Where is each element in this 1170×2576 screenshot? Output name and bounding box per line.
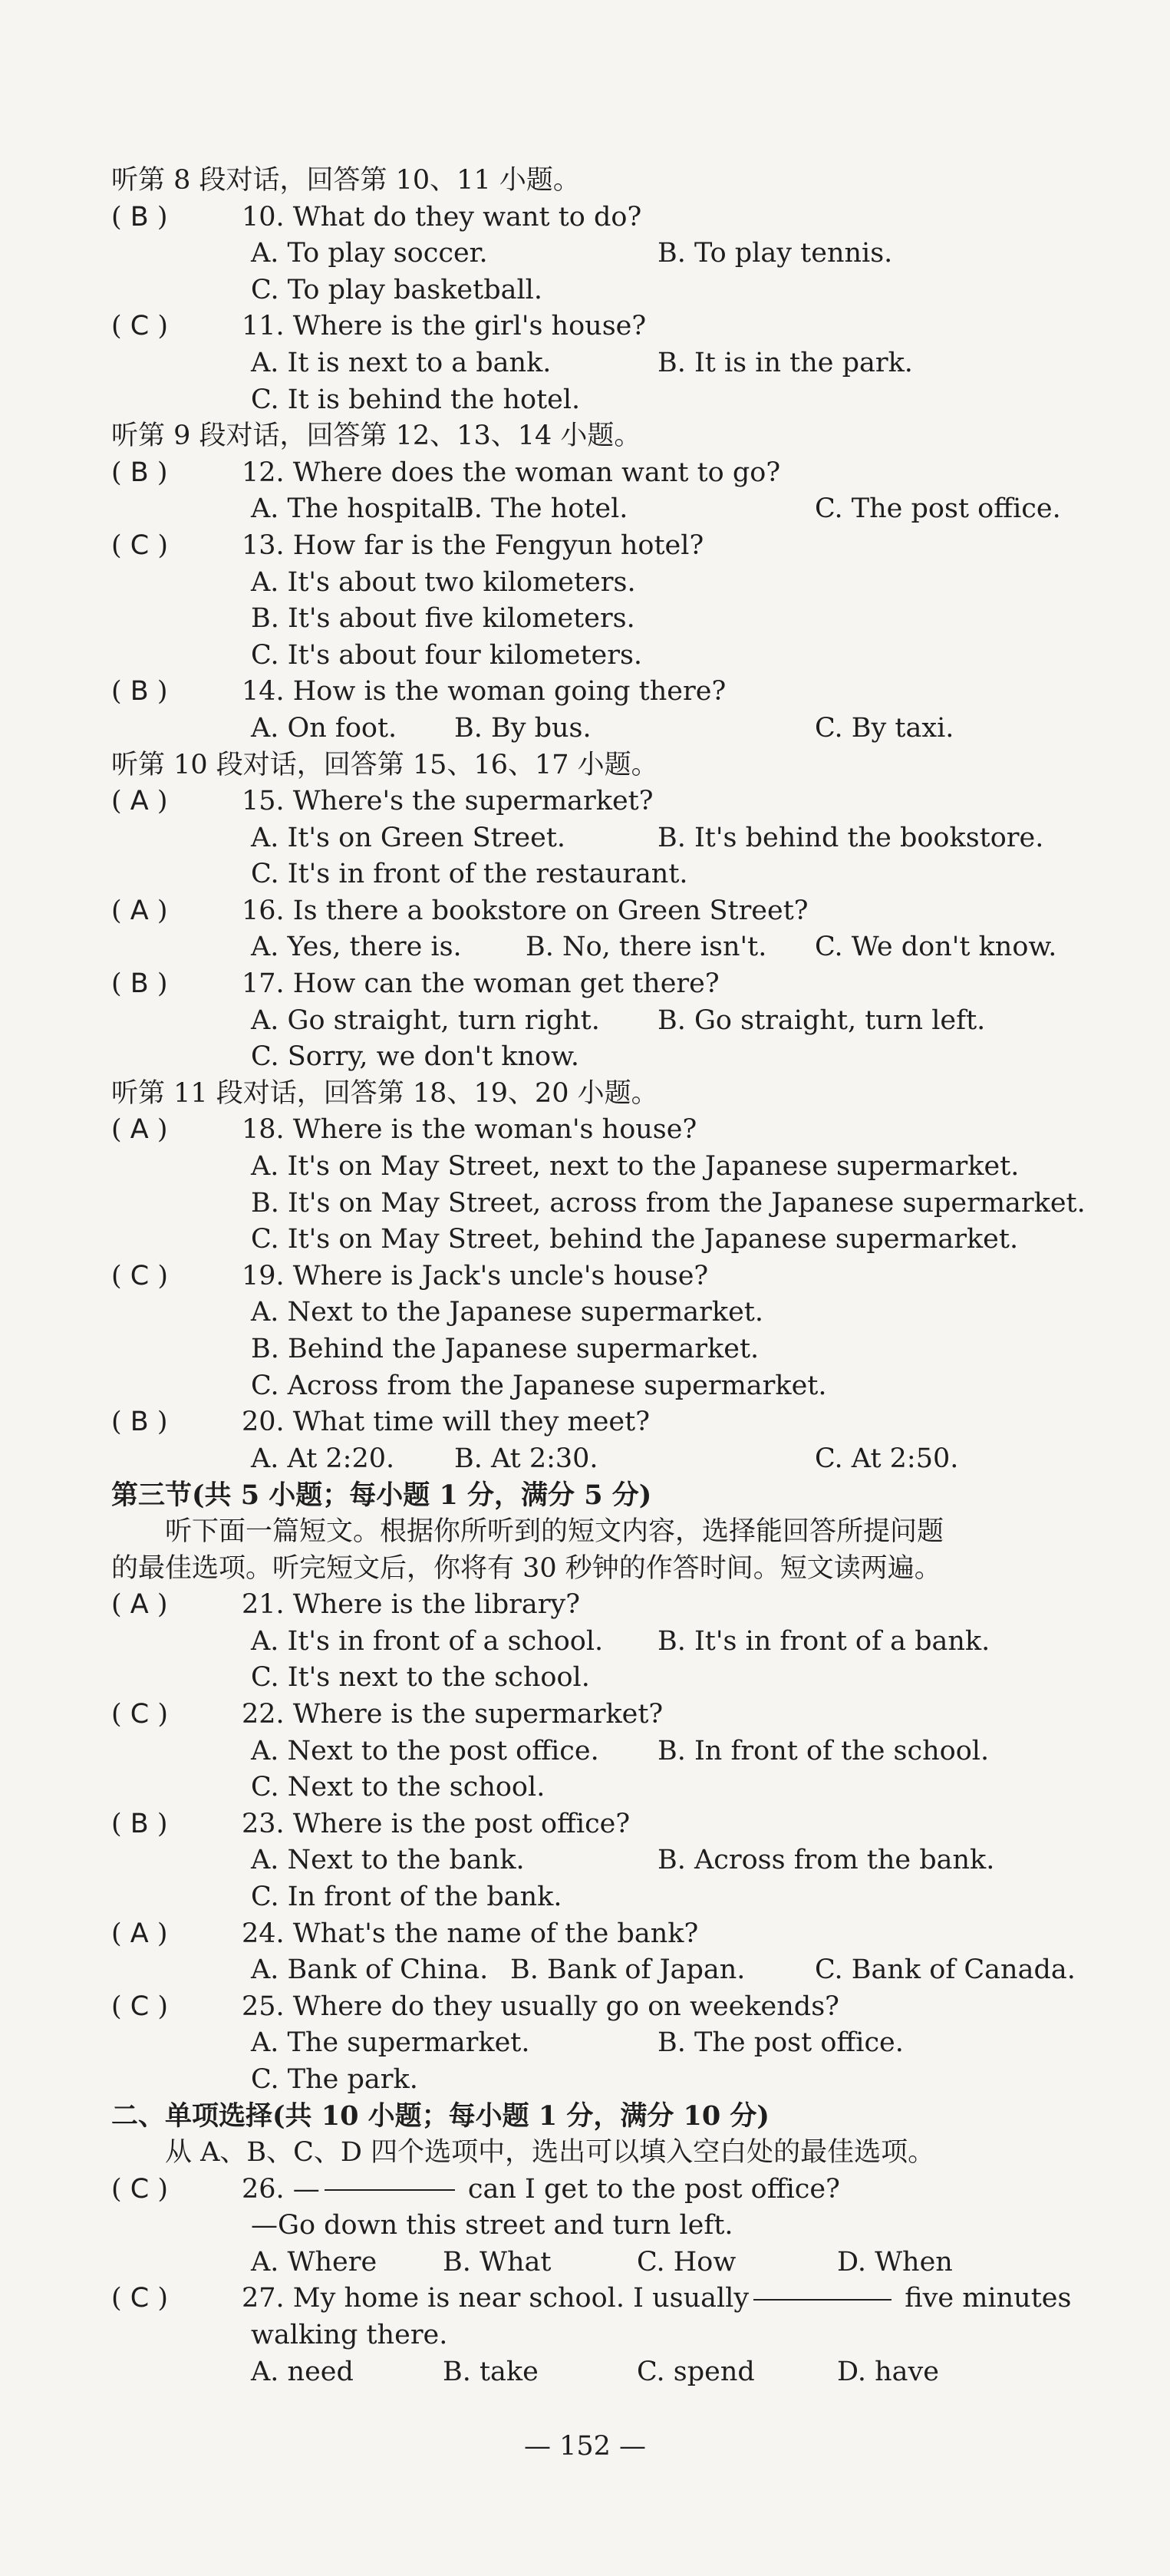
options-row: A. need B. take C. spend D. have — [251, 2356, 939, 2387]
question-19: ( C ) 19. Where is Jack's uncle's house? — [111, 1260, 709, 1291]
options-row: A. Yes, there is. B. No, there isn't. C. We don't know. — [251, 932, 1057, 963]
question-10: ( B ) 10. What do they want to do? — [111, 201, 642, 233]
options-row: C. In front of the bank. — [251, 1881, 562, 1912]
options-row: A. Go straight, turn right. B. Go straight, turn left. — [251, 1004, 986, 1036]
options-row: C. Across from the Japanese supermarket. — [251, 1370, 827, 1401]
document-content — [111, 163, 1101, 2390]
part-heading: 二、单项选择(共 10 小题；每小题 1 分，满分 10 分) — [111, 2100, 770, 2132]
question-22: ( C ) 22. Where is the supermarket? — [111, 1698, 664, 1730]
options-row: A. It's about two kilometers. — [251, 566, 636, 598]
question-13: ( C ) 13. How far is the Fengyun hotel? — [111, 529, 704, 561]
instructions: 的最佳选项。听完短文后，你将有 30 秒钟的作答时间。短文读两遍。 — [111, 1552, 941, 1584]
question-23: ( B ) 23. Where is the post office? — [111, 1808, 631, 1839]
question-14: ( B ) 14. How is the woman going there? — [111, 676, 727, 707]
question-24: ( A ) 24. What's the name of the bank? — [111, 1918, 699, 1949]
question-continuation: walking there. — [251, 2320, 448, 2351]
options-row: A. On foot. B. By bus. C. By taxi. — [251, 712, 954, 744]
options-row: A. Where B. What C. How D. When — [251, 2246, 953, 2278]
question-20: ( B ) 20. What time will they meet? — [111, 1407, 650, 1438]
answer-blank — [325, 2189, 455, 2191]
section-heading: 听第 10 段对话，回答第 15、16、17 小题。 — [111, 749, 658, 780]
options-row: A. It's on Green Street. B. It's behind the bookstore. — [251, 822, 1044, 853]
question-16: ( A ) 16. Is there a bookstore on Green Street? — [111, 895, 809, 926]
options-row: A. It's in front of a school. B. It's in front of a bank. — [251, 1625, 990, 1657]
options-row: A. Next to the post office. B. In front of the school. — [251, 1735, 990, 1766]
options-row: C. Sorry, we don't know. — [251, 1041, 580, 1073]
part-heading: 第三节(共 5 小题；每小题 1 分，满分 5 分) — [111, 1479, 652, 1512]
options-row: A. The hospital. B. The hotel. C. The post office. — [251, 493, 1061, 525]
question-12: ( B ) 12. Where does the woman want to go? — [111, 457, 781, 488]
page-number: — 152 — — [523, 2431, 647, 2462]
options-row: A. It is next to a bank. B. It is in the park. — [251, 347, 913, 378]
options-row: A. At 2:20. B. At 2:30. C. At 2:50. — [251, 1443, 959, 1474]
options-row: B. Behind the Japanese supermarket. — [251, 1334, 760, 1364]
question-21: ( A ) 21. Where is the library? — [111, 1589, 580, 1621]
options-row: C. It is behind the hotel. — [251, 384, 581, 415]
section-heading: 听第 9 段对话，回答第 12、13、14 小题。 — [111, 421, 641, 452]
options-row: A. The supermarket. B. The post office. — [251, 2027, 904, 2059]
question-26: ( C ) 26. — can I get to the post office? — [111, 2173, 840, 2205]
options-row: A. To play soccer. B. To play tennis. — [251, 238, 893, 269]
question-15: ( A ) 15. Where's the supermarket? — [111, 786, 654, 817]
dialogue-line: —Go down this street and turn left. — [251, 2210, 733, 2241]
options-row: C. The park. — [251, 2063, 418, 2095]
instructions: 听下面一篇短文。根据你所听到的短文内容，选择能回答所提问题 — [165, 1516, 944, 1547]
section-heading: 听第 8 段对话，回答第 10、11 小题。 — [111, 165, 580, 196]
section-heading: 听第 11 段对话，回答第 18、19、20 小题。 — [111, 1077, 658, 1109]
answer-blank — [753, 2299, 892, 2301]
options-row: C. It's about four kilometers. — [251, 639, 643, 671]
options-row: C. Next to the school. — [251, 1772, 545, 1803]
instructions: 从 A、B、C、D 四个选项中，选出可以填入空白处的最佳选项。 — [165, 2137, 935, 2169]
options-row: A. It's on May Street, next to the Japanese supermarket. — [251, 1151, 1020, 1182]
question-11: ( C ) 11. Where is the girl's house? — [111, 311, 647, 342]
options-row: B. It's on May Street, across from the Japanese supermarket. — [251, 1187, 1086, 1219]
options-row: A. Next to the Japanese supermarket. — [251, 1297, 763, 1328]
options-row: C. It's on May Street, behind the Japanese supermarket. — [251, 1224, 1019, 1255]
options-row: A. Next to the bank. B. Across from the bank. — [251, 1845, 995, 1876]
options-row: B. It's about five kilometers. — [251, 603, 635, 635]
question-25: ( C ) 25. Where do they usually go on weekends? — [111, 1991, 839, 2022]
question-27: ( C ) 27. My home is near school. I usually five minutes — [111, 2283, 1072, 2314]
question-18: ( A ) 18. Where is the woman's house? — [111, 1114, 697, 1146]
options-row: C. It's next to the school. — [251, 1662, 590, 1694]
question-17: ( B ) 17. How can the woman get there? — [111, 968, 720, 1000]
options-row: A. Bank of China. B. Bank of Japan. C. Bank of Canada. — [251, 1954, 1076, 1986]
options-row: C. It's in front of the restaurant. — [251, 859, 688, 890]
options-row: C. To play basketball. — [251, 274, 542, 305]
